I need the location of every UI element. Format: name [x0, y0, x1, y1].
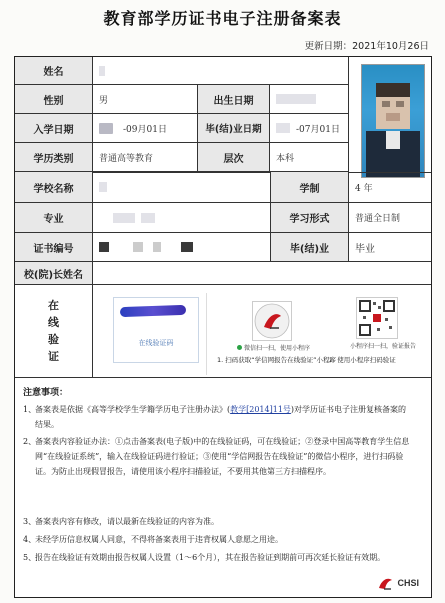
cert-redacted-3 — [153, 242, 161, 252]
grad-value — [270, 114, 349, 142]
chsi-logo-icon — [377, 574, 395, 592]
photo-face-pixelated — [376, 83, 410, 129]
major-value — [93, 203, 271, 232]
note-4-num: 4、 — [23, 535, 37, 544]
chsi-logo-text: CHSI — [397, 578, 419, 588]
birth-redacted — [276, 94, 316, 104]
study-form-label: 学习形式 — [271, 203, 349, 232]
major-redacted-1 — [113, 213, 135, 223]
verify-char-1: 在 — [48, 299, 59, 312]
update-date-value: 2021年10月26日 — [352, 41, 429, 52]
verify-char-3: 验 — [48, 333, 59, 346]
completion-label: 毕(结)业 — [271, 233, 349, 261]
row-dates — [15, 114, 349, 143]
duration-label: 学制 — [271, 172, 349, 202]
note-3-num: 3、 — [23, 517, 37, 526]
verify-code-label: 在线验证码 — [138, 339, 174, 347]
mini-hint: 小程序扫一扫，验证报告 — [350, 343, 417, 350]
edu-type-label: 学历类别 — [15, 143, 93, 171]
note-5-num: 5、 — [23, 553, 37, 562]
cert-no-label: 证书编号 — [15, 233, 93, 261]
update-label: 更新日期： — [304, 41, 353, 52]
birth-value — [270, 85, 349, 113]
note-3-text: 备案表内容有修改，请以最新在线验证的内容为准。 — [35, 517, 219, 526]
update-date — [305, 38, 429, 52]
president-value — [93, 262, 431, 284]
step-2: 2. 使用小程序扫码验证 — [329, 356, 396, 364]
cert-redacted-2 — [133, 242, 143, 252]
note-2-text: 备案表内容验证办法：①点击备案表(电子版)中的在线验证码，可在线验证；②登录中国高等教育学生信息网“在线验证系统”，输入在线验证码进行验证；③使用“学信网报告在线验证”的微信小程序，进行扫码验证。为防止出现假冒报告，请使用该小程序扫描验证，不要用其他第三方扫描程序。 — [35, 437, 410, 476]
note-2-num: 2、 — [23, 437, 37, 446]
chsi-logo — [377, 574, 419, 592]
row-school — [15, 172, 431, 203]
qr-code-icon — [357, 298, 397, 338]
school-redacted — [99, 182, 107, 192]
cert-redacted-4 — [181, 242, 193, 252]
row-edu-type — [15, 143, 349, 172]
note-4-text: 未经学历信息权属人同意，不得将备案表用于违背权属人意愿之用途。 — [35, 535, 283, 544]
school-label: 学校名称 — [15, 172, 93, 202]
duration-value: 4 年 — [355, 183, 373, 194]
wechat-miniprogram-area — [206, 293, 337, 375]
study-form-value: 普通全日制 — [355, 214, 401, 224]
note-1-text-a: 备案表是依据《高等学校学生学籍学历电子注册办法》( — [35, 405, 231, 414]
row-major — [15, 203, 431, 233]
grad-label: 毕(结)业日期 — [198, 114, 270, 142]
row-president — [15, 262, 431, 285]
note-5 — [23, 550, 411, 565]
regulation-link[interactable]: 教学[2014]11号 — [230, 405, 291, 414]
wechat-hint — [237, 343, 310, 352]
wechat-hint-text: 微信扫一扫，使用小程序 — [244, 345, 311, 352]
name-redacted — [99, 66, 105, 76]
notes-title: 注意事项： — [23, 388, 69, 398]
cert-redacted-1 — [99, 242, 109, 252]
name-value — [93, 57, 349, 84]
major-redacted-2 — [141, 213, 155, 223]
gender-value: 男 — [93, 85, 198, 113]
entry-label: 入学日期 — [15, 114, 93, 142]
note-5-text: 报告在线验证有效期由报告权属人设置（1～6个月），其在报告验证到期前可再次延长验证有效期。 — [35, 553, 386, 562]
row-gender — [15, 85, 349, 114]
note-2 — [23, 434, 411, 479]
gender-label: 性别 — [15, 85, 93, 113]
row-cert — [15, 233, 431, 262]
entry-year-redacted — [99, 123, 113, 134]
level-label: 层次 — [198, 143, 270, 171]
cert-no-value — [93, 233, 271, 261]
note-4 — [23, 532, 411, 547]
page-title: 教育部学历证书电子注册备案表 — [103, 9, 342, 28]
grad-date-text: -07月01日 — [296, 124, 340, 135]
name-label: 姓名 — [15, 57, 93, 84]
grad-year-redacted — [276, 123, 290, 133]
verify-char-4: 证 — [48, 350, 59, 363]
step-1: 1. 扫码获取“学信网报告在线验证”小程序 — [217, 356, 337, 364]
note-1-num: 1、 — [23, 405, 37, 414]
birth-label: 出生日期 — [198, 85, 270, 113]
wechat-icon — [237, 345, 242, 350]
level-value: 本科 — [270, 143, 349, 171]
verify-qr-code[interactable] — [356, 297, 398, 339]
online-verify-label — [15, 285, 93, 377]
entry-date-text: -09月01日 — [123, 124, 167, 135]
notes-section — [15, 377, 431, 598]
verify-code-redacted — [120, 305, 186, 317]
note-3 — [23, 514, 411, 529]
verify-char-2: 线 — [48, 316, 59, 329]
photo-collar — [386, 131, 400, 149]
edu-type-value: 普通高等教育 — [93, 143, 198, 171]
completion-value: 毕业 — [355, 243, 375, 255]
form-frame — [14, 56, 432, 598]
president-label: 校(院)长姓名 — [15, 262, 93, 284]
miniprogram-qr[interactable] — [252, 301, 292, 341]
note-1 — [23, 402, 411, 432]
verify-code-box[interactable] — [113, 297, 199, 363]
major-label: 专业 — [15, 203, 93, 232]
student-photo — [361, 64, 425, 178]
note-1-text-b: )对学历证书电子注册复核备案的结果。 — [35, 405, 407, 429]
chsi-bird-icon — [253, 302, 291, 340]
entry-value — [93, 114, 198, 142]
row-name — [15, 57, 349, 85]
school-value — [93, 172, 271, 202]
